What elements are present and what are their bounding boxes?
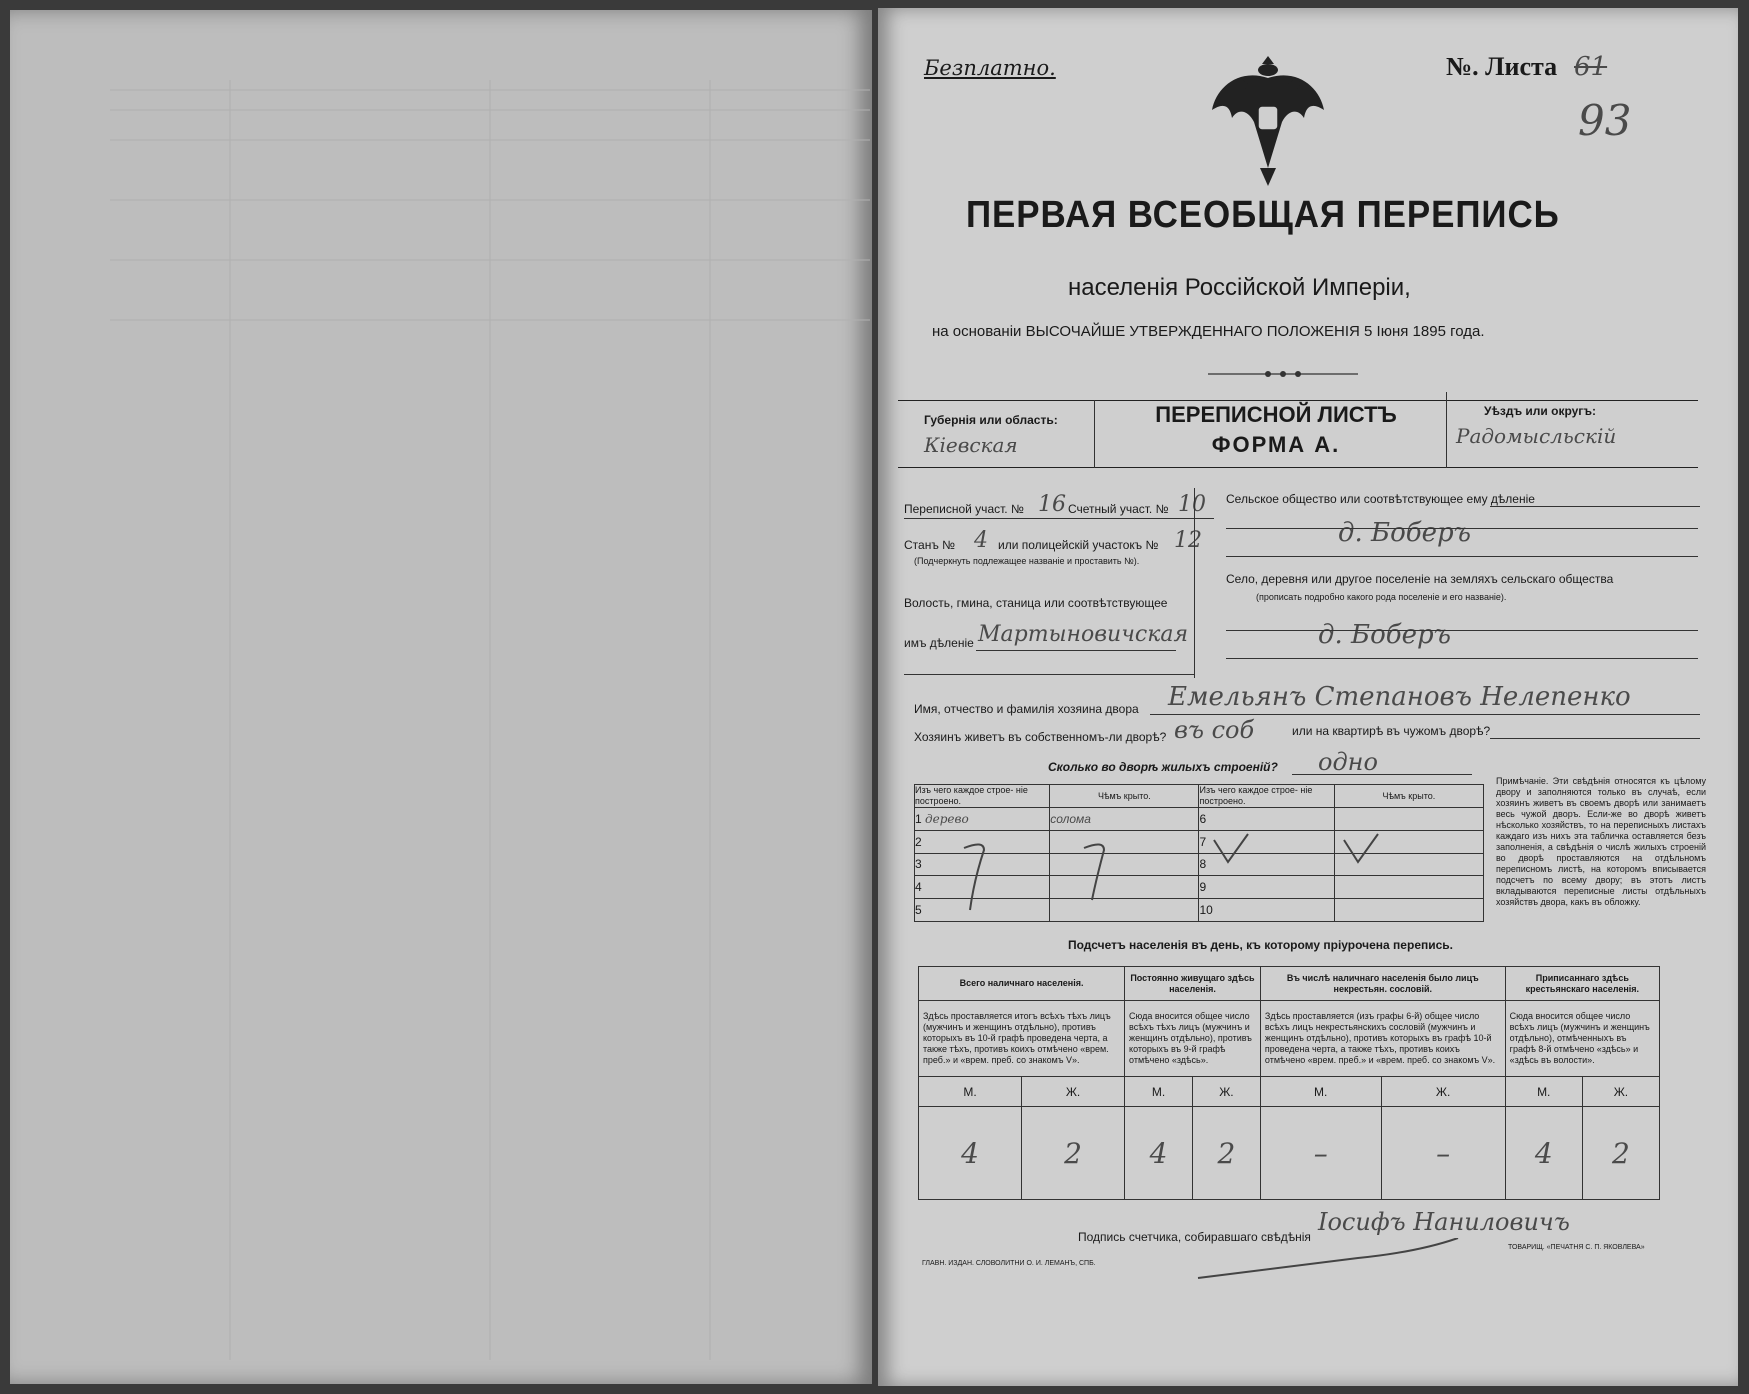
sheet-number-label: №. Листа: [1446, 52, 1558, 81]
free-label: Безплатно.: [924, 56, 1056, 80]
buildings-label: Сколько во дворѣ жилыхъ строеній?: [1048, 760, 1278, 774]
table-row: 4 9: [915, 876, 1484, 899]
count-col-registered-header: Приписаннаго здѣсь крестьянскаго населенія.: [1505, 967, 1659, 1001]
buildings-col-roof: Чѣмъ крыто.: [1050, 785, 1199, 808]
owner-label: Имя, отчество и фамилія хозяина двора: [914, 702, 1139, 716]
underline-note: (Подчеркнуть подлежащее названіе и проставить №).: [914, 556, 1140, 566]
volost-label-2: имъ дѣленіе: [904, 636, 974, 650]
buildings-note: Примѣчаніе. Эти свѣдѣнія относятся къ цѣлому двору и заполняются только въ случаѣ, если хозяинъ живетъ въ своемъ дворѣ или занимаетъ весь чужой дворъ. Если-же во дворѣ живетъ нѣсколько хозяйствъ, то на переписныхъ листахъ каждаго изъ нихъ эта табличка оставляется безъ заполненія, а свѣдѣнія о числѣ жилыхъ строеній во дворѣ проставляются на отдѣльномъ переписномъ листѣ, на которомъ вписывается подсчетъ по всему двору; въ этотъ листъ вкладываются переписные листы отдѣльныхъ хозяйствъ двора, какъ въ обложку.: [1496, 776, 1706, 907]
province-value: Кіевская: [924, 433, 1018, 457]
table-row: 3 8: [915, 853, 1484, 876]
stan-label: Станъ №: [904, 538, 956, 552]
buildings-col-material: Изъ чего каждое строе- ніе построено.: [915, 785, 1050, 808]
society-value: д. Боберъ: [1338, 518, 1471, 548]
faint-bleedthrough-lines: [110, 80, 870, 1360]
province-label: Губернія или область:: [924, 413, 1058, 427]
police-section-value: 12: [1174, 528, 1202, 553]
sheet-number-value: 61: [1574, 52, 1608, 82]
count-section-value: 10: [1178, 492, 1206, 517]
form-title-line1: ПЕРЕПИСНОЙ ЛИСТЪ: [1155, 402, 1397, 427]
census-section-label: Переписной участ. №: [904, 502, 1024, 516]
form-title-line2: ФОРМА А.: [1211, 432, 1341, 457]
footer-printer-right: ТОВАРИЩ. «ПЕЧАТНЯ С. П. ЯКОВЛЕВА»: [1508, 1244, 1645, 1251]
double-headed-eagle-icon: [1208, 48, 1328, 188]
table-row: 4 2 4 2 – – 4 2: [919, 1107, 1660, 1200]
lives-own-value: въ соб: [1174, 716, 1255, 744]
signature-flourish: [1178, 1238, 1518, 1288]
volost-label: Волость, гмина, станица или соотвѣтствующее: [904, 596, 1168, 610]
page-subtitle: населенія Россійской Имперіи,: [1068, 274, 1411, 301]
buildings-value: одно: [1318, 748, 1378, 776]
count-col-present-header: Всего наличнаго населенія.: [919, 967, 1125, 1001]
table-row: 5 10: [915, 899, 1484, 922]
police-section-label: или полицейскій участокъ №: [998, 538, 1159, 552]
village-value: д. Боберъ: [1318, 620, 1451, 650]
sheet-number-alt: 93: [1578, 96, 1632, 145]
page-title: ПЕРВАЯ ВСЕОБЩАЯ ПЕРЕПИСЬ: [966, 194, 1560, 236]
lives-own-label: Хозяинъ живетъ въ собственномъ-ли дворѣ?: [914, 730, 1167, 744]
ditto-strokes: [914, 828, 1484, 918]
count-section-label: Счетный участ. №: [1068, 502, 1169, 516]
volost-value: Мартыновичская: [978, 622, 1189, 647]
count-col-nonpeasant-header: Въ числѣ наличнаго населенія было лицъ некрестьян. сословій.: [1260, 967, 1505, 1001]
buildings-col-material-2: Изъ чего каждое строе- ніе построено.: [1199, 785, 1334, 808]
buildings-col-roof-2: Чѣмъ крыто.: [1334, 785, 1483, 808]
lives-rented-label: или на квартирѣ въ чужомъ дворѣ?: [1292, 724, 1491, 738]
signature-label: Подпись счетчика, собиравшаго свѣдѣнія: [1078, 1230, 1311, 1244]
district-value: Радомысльскій: [1456, 424, 1617, 448]
footer-printer-left: ГЛАВН. ИЗДАН. СЛОВОЛИТНИ О. И. ЛЕМАНЪ, СПБ.: [922, 1260, 1096, 1267]
census-section-value: 16: [1038, 492, 1066, 517]
left-page: [10, 10, 872, 1384]
table-row: 2 7: [915, 830, 1484, 853]
district-label: Уѣздъ или округъ:: [1484, 404, 1597, 418]
count-section-title: Подсчетъ населенія въ день, къ которому пріурочена перепись.: [1068, 938, 1453, 952]
page-subtitle-legal: на основаніи ВЫСОЧАЙШЕ УТВЕРЖДЕННАГО ПОЛОЖЕНІЯ 5 Іюня 1895 года.: [932, 323, 1485, 340]
village-note: (прописать подробно какого рода поселеніе и его названіе).: [1256, 592, 1507, 602]
table-row: 1 дерево солома 6: [915, 808, 1484, 831]
count-col-resident-header: Постоянно живущаго здѣсь населенія.: [1125, 967, 1261, 1001]
society-label: Сельское общество или соотвѣтствующее ему дѣленіе: [1226, 492, 1535, 506]
village-label: Село, деревня или другое поселеніе на земляхъ сельскаго общества: [1226, 572, 1614, 586]
population-count-table: Всего наличнаго населенія. Постоянно живущаго здѣсь населенія. Въ числѣ наличнаго населенія было лицъ некрестьян. сословій. Приписаннаго здѣсь крестьянскаго населенія. Здѣсь проставляется итогъ всѣхъ тѣхъ лицъ (мужчинъ и женщинъ отдѣльно), противъ которыхъ въ 10-й графѣ проведена черта, а также тѣхъ, противъ коихъ отмѣчено «врем. преб.» и «врем. преб. со знакомъ V». Сюда вносится общее число всѣхъ тѣхъ лицъ (мужчинъ и женщинъ отдѣльно), противъ которыхъ въ 9-й графѣ отмѣчено «здѣсь». Здѣсь проставляется (изъ графы 6-й) общее число всѣхъ лицъ некрестьянскихъ сословій (мужчинъ и женщинъ отдѣльно), противъ которыхъ въ графѣ 10-й проведена черта, а также тѣхъ, противъ коихъ отмѣчено «врем. преб.» и «врем. преб. со знакомъ V». Сюда вносится общее число всѣхъ лицъ (мужчинъ и женщинъ отдѣльно), отмѣченныхъ въ графѣ 8-й отмѣчено «здѣсь» и «здѣсь въ волости». М. Ж. М. Ж. М. Ж. М. Ж. 4 2 4 2 – – 4 2: [918, 966, 1660, 1200]
signature-value: Іосифъ Наниловичъ: [1318, 1208, 1570, 1236]
census-form-page: [878, 8, 1738, 1386]
ornament-divider: [1208, 368, 1358, 380]
stan-value: 4: [974, 528, 988, 553]
owner-value: Емельянъ Степановъ Нелепенко: [1168, 682, 1631, 712]
